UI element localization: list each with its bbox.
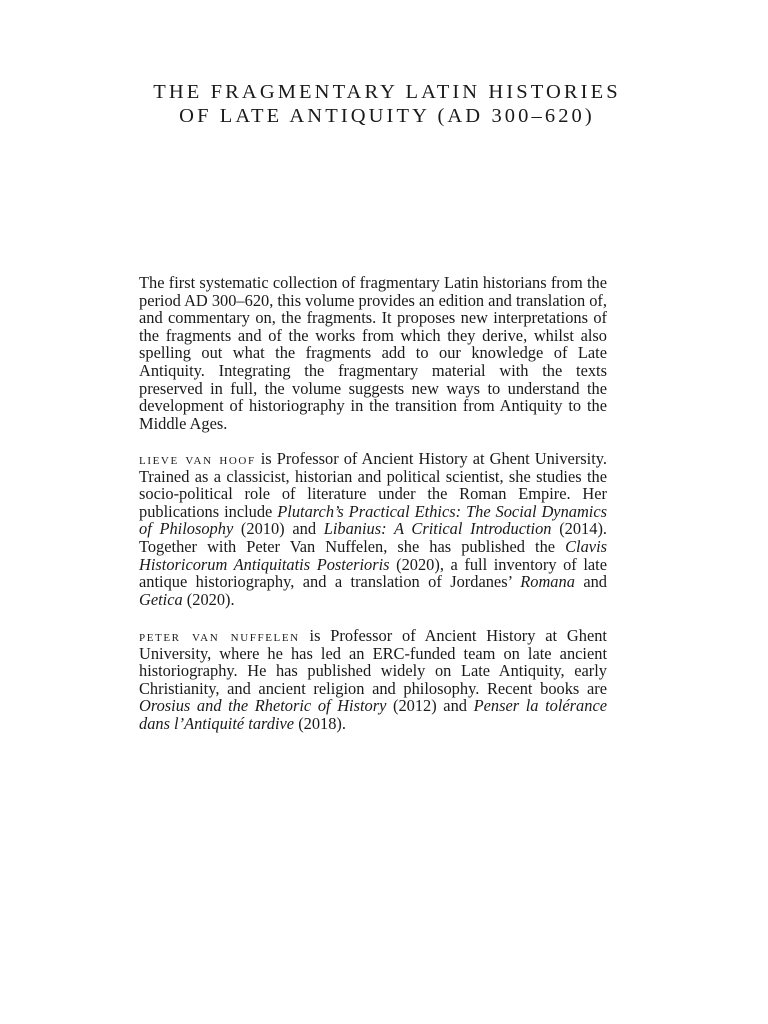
book-description bbox=[139, 274, 607, 432]
book-reference: Orosius and the Rhetoric of History bbox=[139, 696, 387, 716]
bio-paragraph bbox=[139, 450, 607, 608]
book-title-line-2: OF LATE ANTIQUITY (AD 300–620) bbox=[179, 105, 595, 127]
bio-paragraph bbox=[139, 627, 607, 733]
book-reference: Romana bbox=[520, 572, 575, 592]
bio-text: (2020), a full inventory of late antique historiography, and a translation of Jordanes’ bbox=[139, 554, 607, 592]
description-paragraph: The first systematic collection of fragmentary Latin historians from the period AD 300–620, this volume provides an edition and translation of, and commentary on, the fragments. It proposes new interpretations of the fragments and of the works from which they derive, whilst also spelling out what the fragments add to our knowledge of Late Antiquity. Integrating the fragmentary material with the texts preserved in full, the volume suggests new ways to understand the development of historiography in the transition from Antiquity to the Middle Ages. bbox=[139, 273, 607, 433]
bio-text: and bbox=[574, 572, 608, 592]
bio-text: is Professor of Ancient History at Ghent University, where he has led an ERC-funded team on late ancient historiography. He has published widely on Late Antiquity, early Christianity, and ancient religion and philosophy. Recent books are bbox=[139, 626, 607, 698]
book-title-line-1: THE FRAGMENTARY LATIN HISTORIES bbox=[153, 81, 621, 103]
author-bio-peter-van-nuffelen bbox=[139, 627, 607, 733]
book-reference: Plutarch’s Practical Ethics: The Social Dynamics of Philosophy bbox=[139, 501, 608, 539]
book-title bbox=[100, 80, 674, 128]
book-reference: Libanius: A Critical Introduction bbox=[323, 519, 552, 539]
bio-text: (2014). Together with Peter Van Nuffelen, she has published the bbox=[139, 519, 607, 556]
bio-text: (2010) and bbox=[233, 519, 324, 539]
bio-text: (2012) and bbox=[386, 696, 474, 716]
author-name: lieve van hoof bbox=[139, 449, 256, 468]
bio-text: (2020). bbox=[182, 589, 235, 609]
book-reference: Clavis Historicorum Antiquitatis Posterioris bbox=[139, 536, 607, 574]
bio-text: is Professor of Ancient History at Ghent University. Trained as a classicist, historian and political scientist, she studies the socio-political role of literature under the Roman Empire. Her publications include bbox=[139, 449, 607, 521]
book-reference: Penser la tolérance dans l’Antiquité tardive bbox=[139, 696, 607, 733]
author-name: peter van nuffelen bbox=[139, 626, 300, 645]
author-bio-lieve-van-hoof bbox=[139, 450, 607, 608]
book-reference: Getica bbox=[139, 589, 183, 609]
bio-text: (2018). bbox=[294, 713, 346, 733]
